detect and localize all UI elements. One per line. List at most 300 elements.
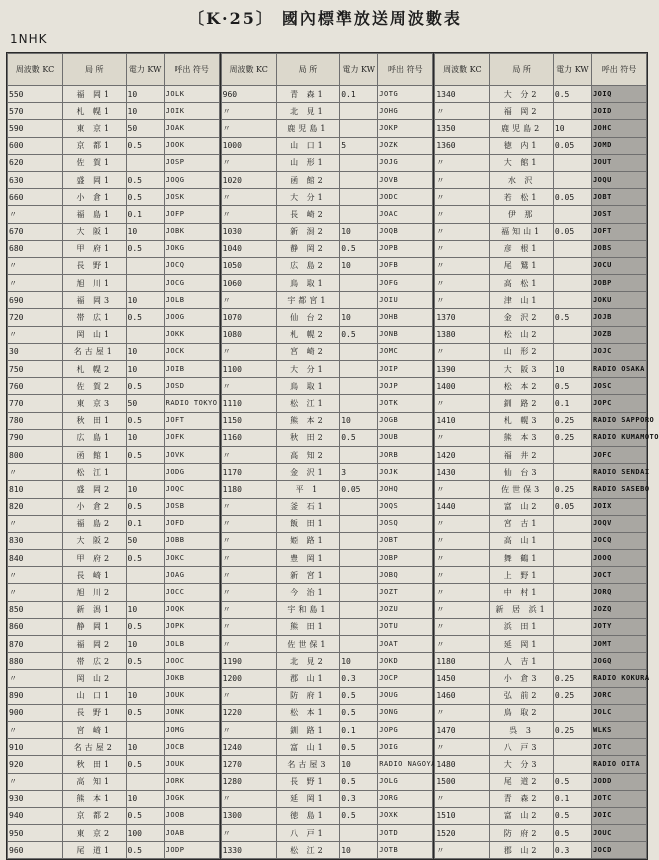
callsign-cell: JOIK <box>164 103 219 120</box>
table-row <box>8 790 220 807</box>
frequency-cell: 1060 <box>221 275 276 292</box>
frequency-cell: 〃 <box>435 567 490 584</box>
station-cell: 山 口1 <box>63 687 127 704</box>
header-station: 局 所 <box>490 54 554 86</box>
callsign-cell: JOMD <box>591 137 646 154</box>
power-cell: 0.25 <box>553 687 591 704</box>
frequency-cell: 1380 <box>435 326 490 343</box>
station-cell: 福 岡1 <box>63 86 127 103</box>
frequency-cell: 〃 <box>435 481 490 498</box>
frequency-cell: 1430 <box>435 464 490 481</box>
table-row <box>8 636 220 653</box>
frequency-cell: 〃 <box>221 550 276 567</box>
power-cell <box>340 567 378 584</box>
power-cell <box>553 550 591 567</box>
frequency-cell: 〃 <box>8 670 63 687</box>
station-cell: 名古屋1 <box>63 343 127 360</box>
power-cell: 0.25 <box>553 412 591 429</box>
callsign-cell: JOPB <box>378 240 433 257</box>
callsign-cell: JOXK <box>378 807 433 824</box>
table-row <box>8 756 220 773</box>
callsign-cell: JOHQ <box>378 481 433 498</box>
table-row <box>8 361 220 378</box>
callsign-cell: JOTC <box>591 790 646 807</box>
power-cell: 0.25 <box>553 721 591 738</box>
station-cell: 福 島2 <box>63 515 127 532</box>
station-cell: 防 府2 <box>490 825 554 842</box>
power-cell: 10 <box>126 429 164 446</box>
frequency-cell: 1480 <box>435 756 490 773</box>
callsign-cell: JOFP <box>164 206 219 223</box>
frequency-cell: 〃 <box>435 601 490 618</box>
frequency-cell: 1270 <box>221 756 276 773</box>
power-cell <box>126 670 164 687</box>
table-row <box>8 326 220 343</box>
frequency-cell: 〃 <box>221 154 276 171</box>
frequency-cell: 1220 <box>221 704 276 721</box>
power-cell <box>126 584 164 601</box>
table-row <box>8 189 220 206</box>
table-row <box>8 378 220 395</box>
frequency-cell: 1030 <box>221 223 276 240</box>
frequency-cell: 〃 <box>435 790 490 807</box>
table-row <box>221 842 433 859</box>
station-cell: 小 倉3 <box>490 670 554 687</box>
frequency-cell: 〃 <box>8 567 63 584</box>
frequency-cell: 770 <box>8 395 63 412</box>
callsign-cell: JOCQ <box>591 532 646 549</box>
header-station: 局 所 <box>276 54 340 86</box>
frequency-cell: 〃 <box>8 584 63 601</box>
frequency-cell: 1180 <box>221 481 276 498</box>
frequency-table <box>6 52 659 860</box>
power-cell: 0.5 <box>126 378 164 395</box>
station-cell: 松 本2 <box>490 378 554 395</box>
table-row <box>8 825 220 842</box>
frequency-cell: 690 <box>8 292 63 309</box>
frequency-cell: 840 <box>8 550 63 567</box>
power-cell: 10 <box>340 842 378 859</box>
station-cell: 鹿児島1 <box>276 120 340 137</box>
callsign-cell: JOQK <box>164 601 219 618</box>
callsign-cell: JOLB <box>164 292 219 309</box>
frequency-cell: 〃 <box>435 739 490 756</box>
callsign-cell: JOST <box>591 206 646 223</box>
power-cell: 0.05 <box>553 137 591 154</box>
power-cell: 0.5 <box>553 86 591 103</box>
station-cell: 人 吉1 <box>490 653 554 670</box>
frequency-cell: 〃 <box>221 825 276 842</box>
frequency-cell: 1040 <box>221 240 276 257</box>
table-row <box>435 361 647 378</box>
frequency-cell: 1020 <box>221 171 276 188</box>
power-cell <box>340 206 378 223</box>
station-cell: 秋 田2 <box>276 429 340 446</box>
frequency-cell: 780 <box>8 412 63 429</box>
table-row <box>435 206 647 223</box>
table-row <box>221 257 433 274</box>
station-cell: 津 山1 <box>490 292 554 309</box>
callsign-cell: JOVB <box>378 171 433 188</box>
header-frequency: 周波數 KC <box>435 54 490 86</box>
power-cell <box>340 601 378 618</box>
frequency-cell: 1300 <box>221 807 276 824</box>
table-row <box>221 739 433 756</box>
callsign-cell: JOKC <box>164 550 219 567</box>
table-row <box>221 103 433 120</box>
frequency-cell: 〃 <box>435 704 490 721</box>
callsign-cell: JOFG <box>378 275 433 292</box>
power-cell: 0.1 <box>553 790 591 807</box>
table-row <box>8 137 220 154</box>
power-cell: 5 <box>340 137 378 154</box>
station-cell: 松 江1 <box>276 395 340 412</box>
power-cell: 0.5 <box>126 171 164 188</box>
station-cell: 京 都1 <box>63 137 127 154</box>
power-cell <box>553 257 591 274</box>
frequency-cell: 〃 <box>221 103 276 120</box>
table-row <box>8 275 220 292</box>
table-panel-3 <box>434 53 659 859</box>
power-cell: 10 <box>126 481 164 498</box>
station-cell: 釧 路1 <box>276 721 340 738</box>
power-cell <box>553 103 591 120</box>
table-row <box>435 309 647 326</box>
frequency-cell: 570 <box>8 103 63 120</box>
station-cell: 札 幌3 <box>490 412 554 429</box>
callsign-cell: JOAC <box>378 206 433 223</box>
frequency-cell: 880 <box>8 653 63 670</box>
frequency-cell: 〃 <box>221 601 276 618</box>
callsign-cell: JOFT <box>164 412 219 429</box>
frequency-cell: 630 <box>8 171 63 188</box>
callsign-cell: JOHB <box>378 309 433 326</box>
table-row <box>8 395 220 412</box>
station-cell: 高 松1 <box>490 275 554 292</box>
frequency-cell: 〃 <box>435 584 490 601</box>
organization-label: 1NHK <box>10 32 48 46</box>
callsign-cell: JOCU <box>591 257 646 274</box>
power-cell <box>340 618 378 635</box>
station-cell: 佐世保1 <box>276 636 340 653</box>
station-cell: 大 阪2 <box>63 532 127 549</box>
power-cell <box>553 240 591 257</box>
callsign-cell: JOLC <box>591 704 646 721</box>
frequency-cell: 〃 <box>435 292 490 309</box>
frequency-cell: 〃 <box>8 326 63 343</box>
callsign-cell: JOLB <box>164 636 219 653</box>
station-cell: 長 崎2 <box>276 206 340 223</box>
table-row <box>8 618 220 635</box>
station-cell: 仙 台3 <box>490 464 554 481</box>
callsign-cell: JOJK <box>378 464 433 481</box>
station-cell: 北 見2 <box>276 653 340 670</box>
frequency-cell: 〃 <box>8 773 63 790</box>
callsign-cell: JOSB <box>164 498 219 515</box>
station-cell: 大 阪3 <box>490 361 554 378</box>
callsign-cell: JOCC <box>164 584 219 601</box>
power-cell: 0.1 <box>126 206 164 223</box>
station-cell: 飯 田1 <box>276 515 340 532</box>
frequency-cell: 1370 <box>435 309 490 326</box>
table-row <box>221 584 433 601</box>
callsign-cell: JOMC <box>378 343 433 360</box>
table-row <box>221 807 433 824</box>
power-cell <box>126 257 164 274</box>
callsign-cell: JONK <box>164 704 219 721</box>
station-cell: 延 岡1 <box>490 636 554 653</box>
callsign-cell: JOHG <box>378 103 433 120</box>
table-row <box>221 206 433 223</box>
station-cell: 旭 川1 <box>63 275 127 292</box>
power-cell <box>126 721 164 738</box>
callsign-cell: JOKD <box>378 653 433 670</box>
table-row <box>221 464 433 481</box>
table-row <box>221 378 433 395</box>
callsign-cell: JOIX <box>591 498 646 515</box>
power-cell: 0.3 <box>340 790 378 807</box>
power-cell: 0.25 <box>553 670 591 687</box>
power-cell: 50 <box>126 532 164 549</box>
station-cell: 中 村1 <box>490 584 554 601</box>
station-cell: 広 島2 <box>276 257 340 274</box>
station-cell: 鹿児島2 <box>490 120 554 137</box>
callsign-cell: JOCB <box>164 739 219 756</box>
callsign-cell: JOKU <box>591 292 646 309</box>
table-row <box>435 498 647 515</box>
header-station: 局 所 <box>63 54 127 86</box>
callsign-cell: JOTY <box>591 618 646 635</box>
callsign-cell: JOQB <box>378 223 433 240</box>
callsign-cell: RADIO SAPPORO <box>591 412 646 429</box>
callsign-cell: JOUB <box>378 429 433 446</box>
callsign-cell: JORC <box>591 687 646 704</box>
station-cell: 秋 田1 <box>63 756 127 773</box>
station-cell: 大 分3 <box>490 756 554 773</box>
frequency-cell: 〃 <box>435 240 490 257</box>
station-cell: 防 府1 <box>276 687 340 704</box>
table-row <box>435 550 647 567</box>
table-row <box>435 721 647 738</box>
station-cell: 熊 本2 <box>276 412 340 429</box>
callsign-cell: JOFT <box>591 223 646 240</box>
station-cell: 京 都2 <box>63 807 127 824</box>
table-row <box>221 137 433 154</box>
station-table <box>7 53 220 859</box>
table-row <box>435 653 647 670</box>
station-cell: 浜 田1 <box>490 618 554 635</box>
callsign-cell: JOMG <box>164 721 219 738</box>
frequency-cell: 1510 <box>435 807 490 824</box>
table-row <box>8 481 220 498</box>
table-row <box>221 86 433 103</box>
station-cell: 八 戸1 <box>276 825 340 842</box>
table-row <box>8 343 220 360</box>
callsign-cell: JOTG <box>378 86 433 103</box>
frequency-cell: 1200 <box>221 670 276 687</box>
callsign-cell: JOCP <box>378 670 433 687</box>
frequency-cell: 〃 <box>8 206 63 223</box>
table-row <box>8 653 220 670</box>
callsign-cell: JOBT <box>591 189 646 206</box>
callsign-cell: JOZT <box>378 584 433 601</box>
frequency-cell: 〃 <box>8 275 63 292</box>
station-cell: 函 館1 <box>63 446 127 463</box>
callsign-cell: JOUG <box>378 687 433 704</box>
power-cell <box>553 275 591 292</box>
frequency-cell: 750 <box>8 361 63 378</box>
frequency-cell: 820 <box>8 498 63 515</box>
power-cell: 10 <box>126 103 164 120</box>
power-cell: 0.5 <box>126 189 164 206</box>
power-cell <box>126 326 164 343</box>
table-row <box>435 567 647 584</box>
callsign-cell: JOCD <box>591 842 646 859</box>
callsign-cell: JOKP <box>378 120 433 137</box>
table-row <box>221 550 433 567</box>
table-row <box>8 687 220 704</box>
table-row <box>8 171 220 188</box>
callsign-cell: JOFK <box>164 429 219 446</box>
power-cell <box>553 446 591 463</box>
callsign-cell: JOOQ <box>591 550 646 567</box>
power-cell: 0.25 <box>553 429 591 446</box>
frequency-cell: 1330 <box>221 842 276 859</box>
callsign-cell: JOSC <box>591 378 646 395</box>
callsign-cell: JOAB <box>164 825 219 842</box>
power-cell: 0.3 <box>340 670 378 687</box>
station-cell: 舞 鶴1 <box>490 550 554 567</box>
power-cell: 10 <box>126 343 164 360</box>
callsign-cell: RADIO SENDAI <box>591 464 646 481</box>
station-cell: 鳥 取1 <box>276 378 340 395</box>
power-cell <box>553 704 591 721</box>
station-cell: 新 潟1 <box>63 601 127 618</box>
frequency-cell: 〃 <box>221 618 276 635</box>
station-cell: 金 沢2 <box>490 309 554 326</box>
callsign-cell: JOFD <box>164 515 219 532</box>
power-cell <box>553 532 591 549</box>
station-cell: 帯 広2 <box>63 653 127 670</box>
table-row <box>435 257 647 274</box>
frequency-cell: 〃 <box>221 498 276 515</box>
callsign-cell: RADIO SASEBO <box>591 481 646 498</box>
callsign-cell: JOMT <box>591 636 646 653</box>
station-cell: 甲 府1 <box>63 240 127 257</box>
callsign-cell: JOUK <box>164 687 219 704</box>
station-cell: 広 島1 <box>63 429 127 446</box>
power-cell: 100 <box>126 825 164 842</box>
table-row <box>8 464 220 481</box>
power-cell <box>340 498 378 515</box>
station-cell: 釜 石1 <box>276 498 340 515</box>
frequency-cell: 〃 <box>435 154 490 171</box>
table-row <box>221 532 433 549</box>
power-cell <box>340 515 378 532</box>
frequency-cell: 830 <box>8 532 63 549</box>
frequency-cell: 550 <box>8 86 63 103</box>
table-row <box>8 670 220 687</box>
callsign-cell: JODG <box>164 464 219 481</box>
table-row <box>8 446 220 463</box>
table-row <box>221 361 433 378</box>
station-cell: 札 幌1 <box>63 103 127 120</box>
power-cell: 0.5 <box>340 326 378 343</box>
station-cell: 小 倉2 <box>63 498 127 515</box>
frequency-cell: 870 <box>8 636 63 653</box>
power-cell: 0.5 <box>126 309 164 326</box>
table-row <box>221 240 433 257</box>
power-cell <box>340 361 378 378</box>
table-row <box>435 687 647 704</box>
station-cell: 甲 府2 <box>63 550 127 567</box>
station-cell: 宇都宮1 <box>276 292 340 309</box>
callsign-cell: JOPK <box>164 618 219 635</box>
station-cell: 高 知2 <box>276 446 340 463</box>
callsign-cell: JODP <box>164 842 219 859</box>
station-cell: 富 山2 <box>490 498 554 515</box>
station-cell: 静 岡1 <box>63 618 127 635</box>
page-title <box>0 6 650 29</box>
callsign-cell: JOJP <box>378 378 433 395</box>
station-cell: 宮 古1 <box>490 515 554 532</box>
header-power: 電力 KW <box>553 54 591 86</box>
frequency-cell: 1350 <box>435 120 490 137</box>
table-row <box>8 206 220 223</box>
power-cell: 0.5 <box>553 378 591 395</box>
frequency-cell: 〃 <box>221 378 276 395</box>
station-cell: 秋 田1 <box>63 412 127 429</box>
station-cell: 札 幌2 <box>63 361 127 378</box>
table-row <box>435 103 647 120</box>
table-row <box>8 240 220 257</box>
station-cell: 宇和島1 <box>276 601 340 618</box>
table-row <box>435 343 647 360</box>
table-row <box>435 842 647 859</box>
power-cell: 0.5 <box>340 687 378 704</box>
station-cell: 岡 山1 <box>63 326 127 343</box>
table-row <box>435 670 647 687</box>
frequency-cell: 920 <box>8 756 63 773</box>
station-cell: 大 分1 <box>276 189 340 206</box>
power-cell: 10 <box>340 412 378 429</box>
frequency-cell: 〃 <box>221 189 276 206</box>
power-cell: 0.3 <box>553 842 591 859</box>
frequency-cell: 30 <box>8 343 63 360</box>
station-cell: 福 岡2 <box>490 103 554 120</box>
callsign-cell: JOAG <box>164 567 219 584</box>
power-cell: 50 <box>126 120 164 137</box>
frequency-cell: 1190 <box>221 653 276 670</box>
table-row <box>8 257 220 274</box>
power-cell <box>553 171 591 188</box>
frequency-cell: 〃 <box>435 223 490 240</box>
frequency-cell: 960 <box>8 842 63 859</box>
frequency-cell: 〃 <box>435 206 490 223</box>
table-row <box>221 223 433 240</box>
power-cell: 10 <box>340 756 378 773</box>
table-panel-2 <box>221 53 435 859</box>
callsign-cell: RADIO OITA <box>591 756 646 773</box>
station-cell: 長 野1 <box>276 773 340 790</box>
station-cell: 東 京2 <box>63 825 127 842</box>
station-cell: 郡 山1 <box>276 670 340 687</box>
title-code: 〔K·25〕 <box>188 9 274 28</box>
callsign-cell: JOQG <box>164 171 219 188</box>
frequency-cell: 1240 <box>221 739 276 756</box>
callsign-cell: JOZK <box>378 137 433 154</box>
station-cell: 金 沢1 <box>276 464 340 481</box>
